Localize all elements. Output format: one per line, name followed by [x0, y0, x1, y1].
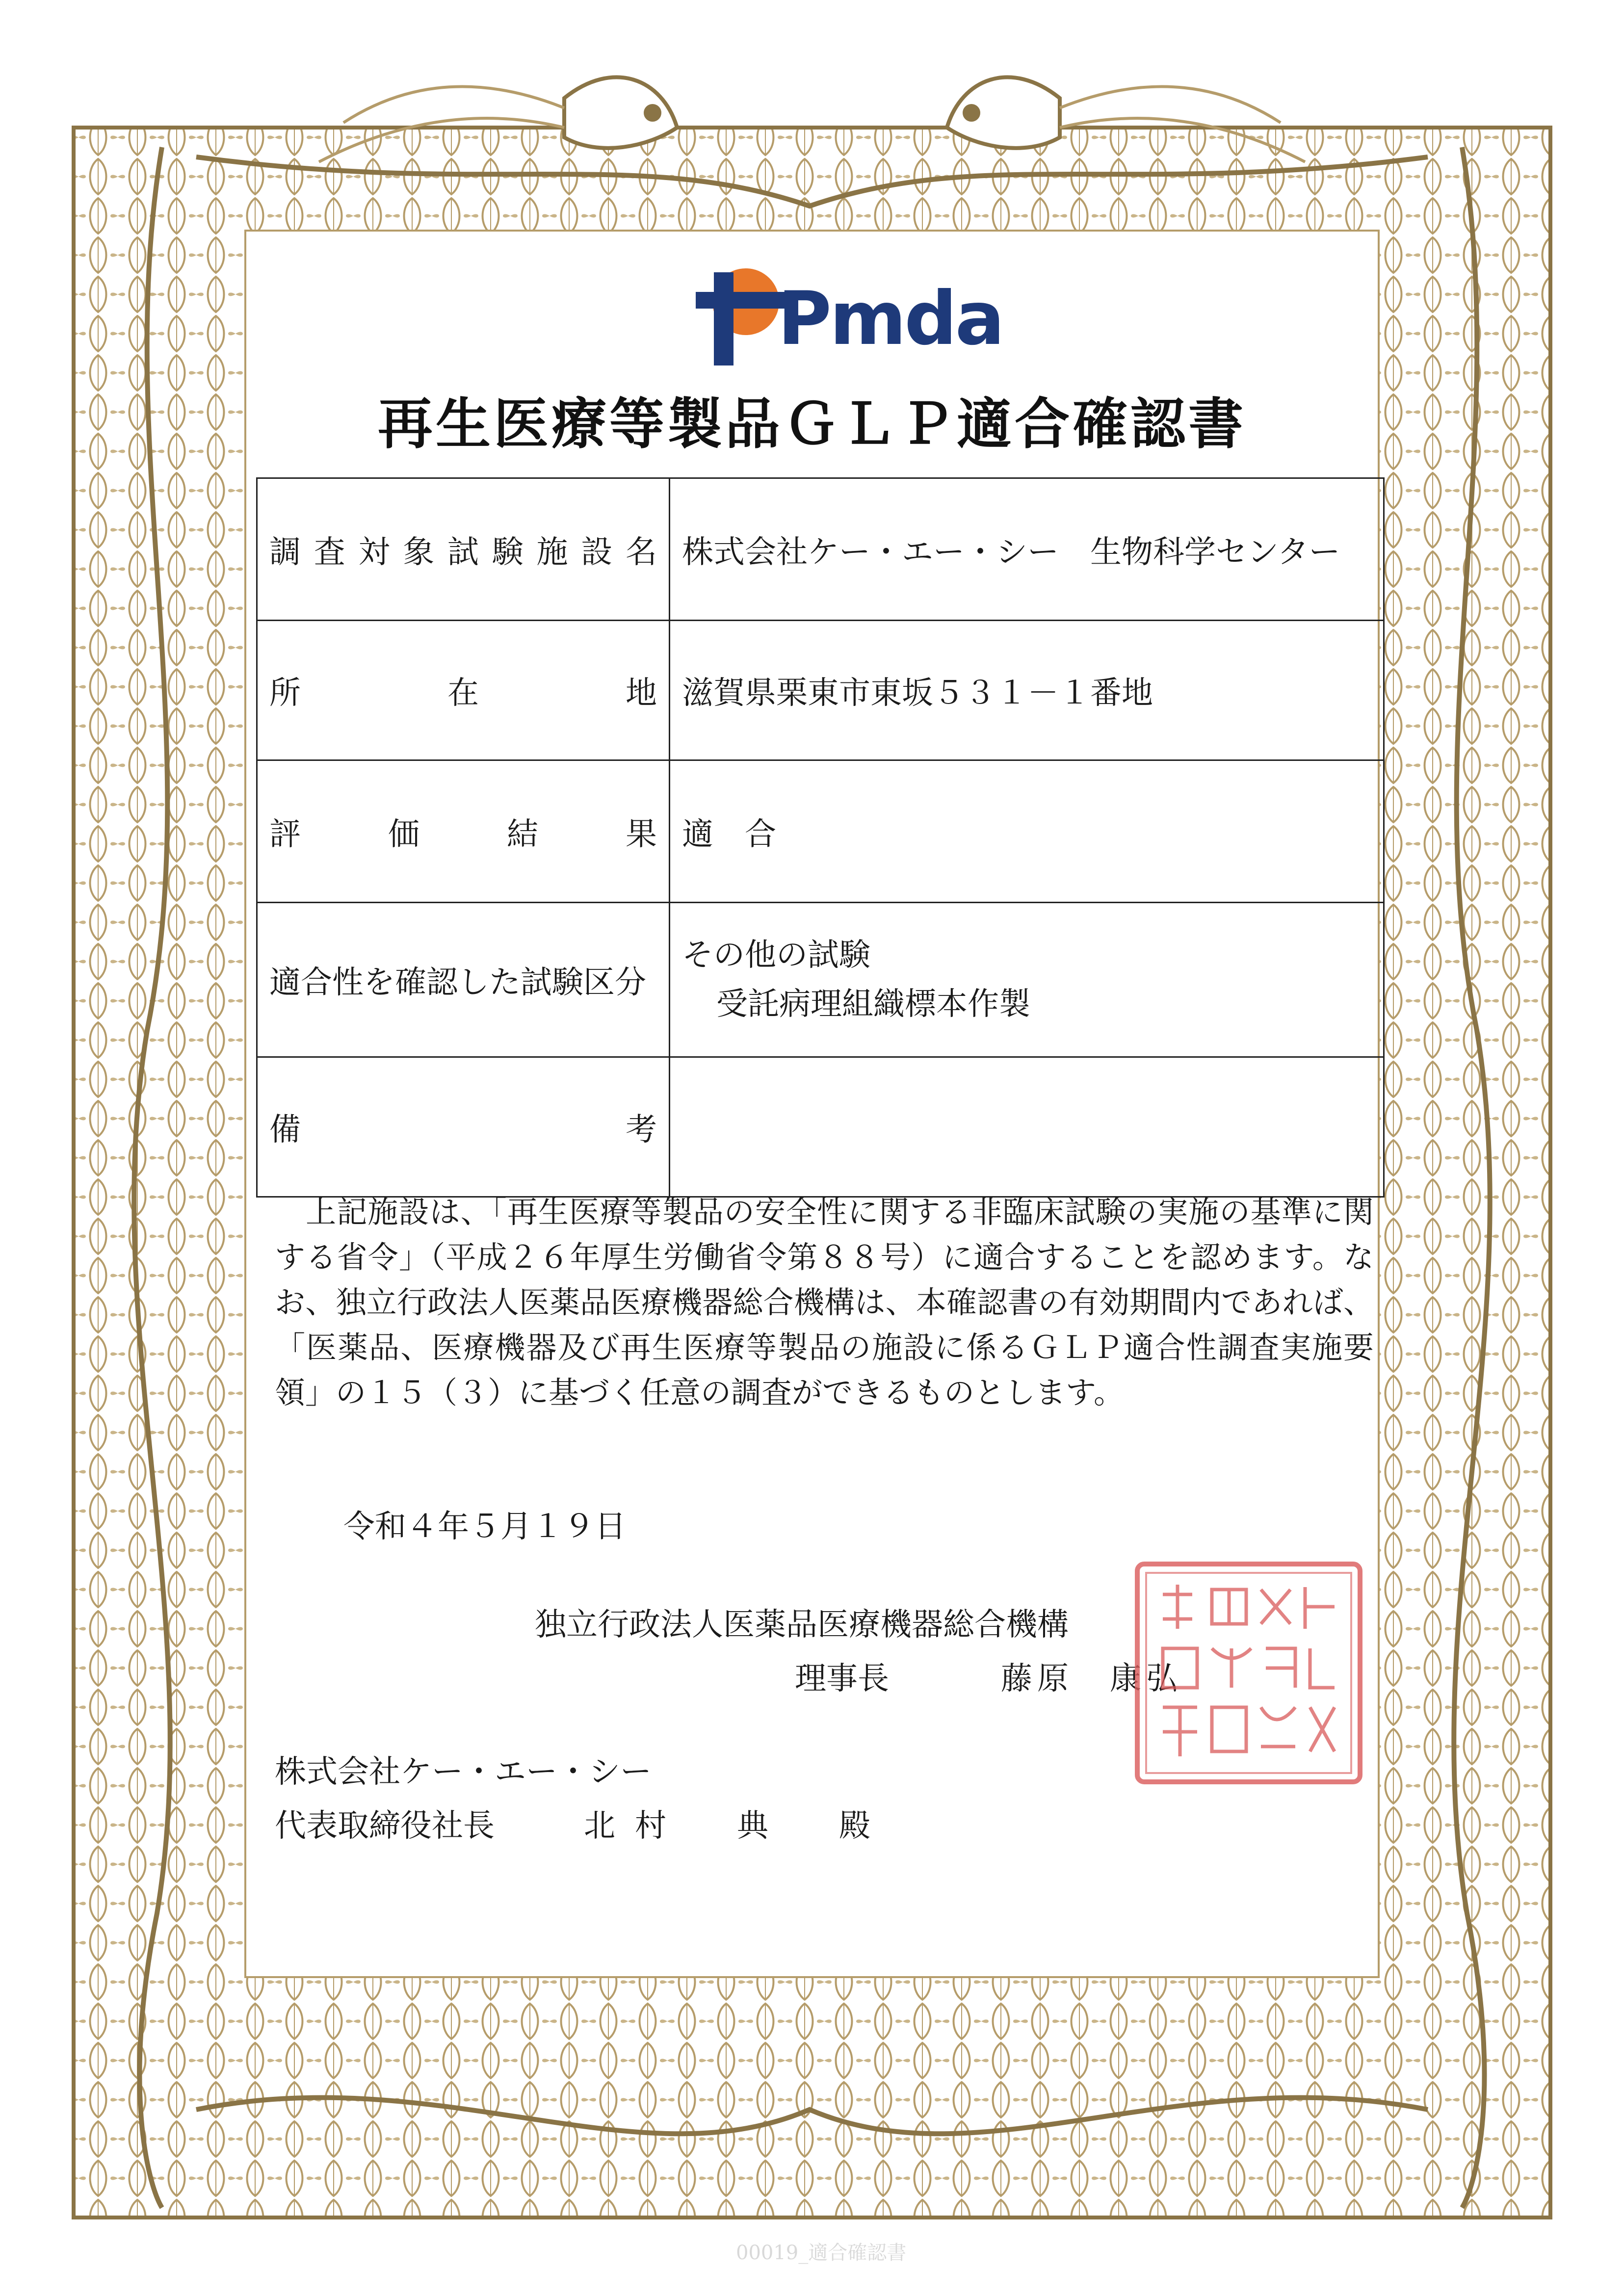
table-row-facility [257, 478, 1384, 621]
footer-watermark: 00019_適合確認書 [736, 2242, 907, 2264]
value-category-line1: その他の試験 [682, 937, 870, 973]
value-category-line2: 受託病理組織標本作製 [716, 986, 1030, 1022]
pmda-logo-mark-icon [687, 262, 785, 370]
value-result: 適 合 [670, 760, 1384, 903]
issue-date: 令和４年５月１９日 [343, 1509, 626, 1545]
label-result [257, 760, 670, 903]
issuer-name: 藤原 康弘 [1001, 1661, 1182, 1697]
label-address [257, 621, 670, 760]
pmda-logo-text: Pmda [778, 276, 1003, 362]
label-result-text: 評 価 結 果 [269, 816, 657, 853]
label-remarks-text: 備 考 [269, 1112, 657, 1148]
table-row-address [257, 621, 1384, 760]
value-category [670, 903, 1384, 1057]
pmda-logo [687, 262, 1003, 370]
body-paragraph [275, 1190, 1374, 1415]
label-remarks [257, 1057, 670, 1197]
issuer-org: 独立行政法人医薬品医療機器総合機構 [535, 1607, 1069, 1643]
value-remarks [670, 1057, 1384, 1197]
table-row-remarks [257, 1057, 1384, 1197]
label-facility-text: 調 査 対 象 試 験 施 設 名 [269, 534, 657, 571]
recipient-company: 株式会社ケー・エー・シー [275, 1754, 652, 1790]
official-seal-icon [1133, 1560, 1364, 1786]
body-paragraph-text: 上記施設は、「再生医療等製品の安全性に関する非臨床試験の実施の基準に関する省令」（平成２６年厚生労働省令第８８号）に適合することを認めます。なお、独立行政法人医薬品医療機器総合機構は、本確認書の有効期間内であれば、「医薬品、医療機器及び再生医療等製品の施設に係るＧＬＰ適合性調査実施要領」の１５（３）に基づく任意の調査ができるものとします。 [275, 1194, 1374, 1410]
value-facility: 株式会社ケー・エー・シー 生物科学センター [670, 478, 1384, 621]
recipient-name: 北村 典 殿 [584, 1808, 890, 1844]
label-address-text: 所 在 地 [269, 675, 657, 711]
issuer-title: 理事長 [795, 1661, 889, 1697]
info-table [256, 477, 1385, 1198]
label-category-text: 適合性を確認した試験区分 [269, 965, 646, 1001]
recipient-title: 代表取締役社長 [275, 1808, 495, 1844]
table-row-result [257, 760, 1384, 903]
page-title: 再生医療等製品ＧＬＰ適合確認書 [378, 392, 1246, 456]
label-facility [257, 478, 670, 621]
table-row-category [257, 903, 1384, 1057]
value-address: 滋賀県栗東市東坂５３１－１番地 [670, 621, 1384, 760]
label-category [257, 903, 670, 1057]
